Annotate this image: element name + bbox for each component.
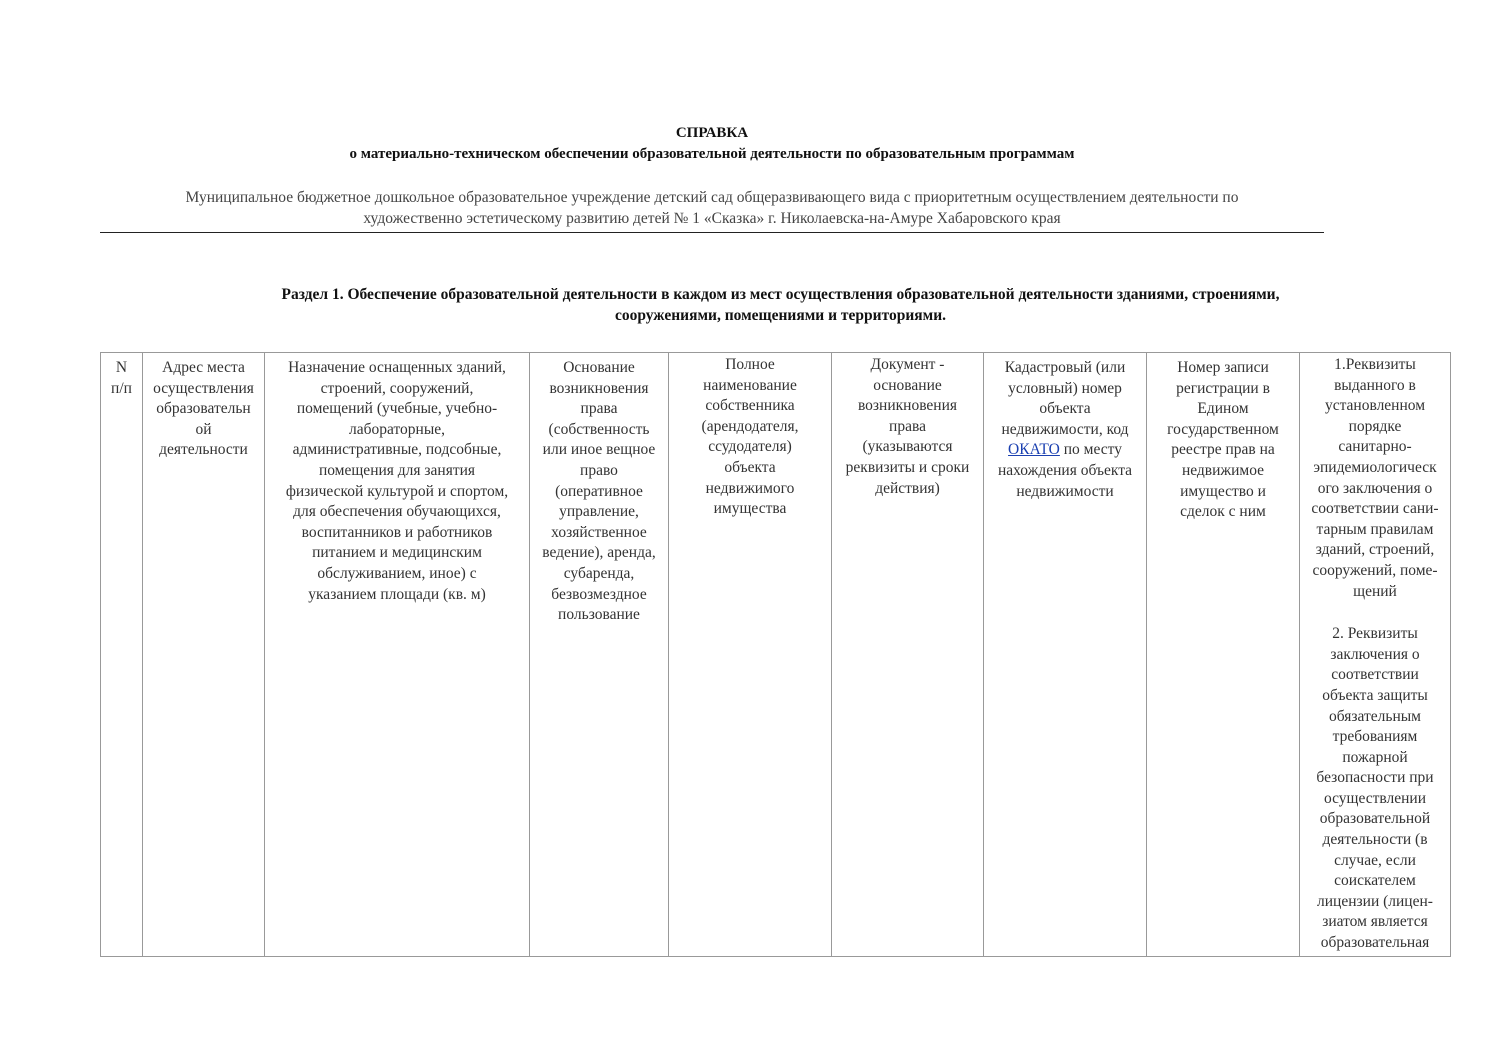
requisites-spacer [1302, 602, 1448, 624]
header-cell-address: Адрес места осуществления образовательн ой деятельности [143, 353, 265, 957]
cadastral-label-end: по месту нахождения объекта недвижимости [997, 441, 1133, 500]
document-subtitle: о материально-техническом обеспечении образовательной деятельности по образовательным программам [349, 146, 1075, 162]
header-cell-right-basis: Основание возникновения права (собственность или иное вещное право (оперативное управление, хозяйственное ведение), аренда, субаренда, безвозмездное пользование [530, 353, 669, 957]
organization-name [100, 187, 1324, 229]
header-cell-requisites [1300, 353, 1451, 957]
header-cell-cadastral [984, 353, 1147, 957]
document-title: СПРАВКА [675, 125, 749, 141]
property-table [100, 352, 1451, 957]
cadastral-label-start: Кадастровый (или условный) номер объекта недвижимости, код [1001, 359, 1129, 438]
header-cell-purpose: Назначение оснащенных зданий, строений, сооружений, помещений (учебные, учебно- лабораторные, административные, подсобные, помещения для занятия физической культурой и спортом, для обеспечения обучающихся, воспитанников и работников питанием и медицинским обслуживанием, иное) с указанием площади (кв. м) [265, 353, 530, 957]
organization-name-text: Муниципальное бюджетное дошкольное образовательное учреждение детский сад общеразвивающего вида с приоритетным осуществлением деятельности по художественно эстетическому развитию детей № 1 «Сказка» г. Николаевска-на-Амуре Хабаровского края [185, 189, 1239, 227]
section-heading-text: Раздел 1. Обеспечение образовательной деятельности в каждом из мест осуществления образовательной деятельности зданиями, строениями, сооружениями, помещениями и территориями. [281, 286, 1280, 324]
header-cell-document: Документ - основание возникновения права (указываются реквизиты и сроки действия) [832, 353, 984, 957]
section-heading [200, 284, 1361, 326]
requisites-part-2: 2. Реквизиты заключения о соответствии объекта защиты обязательным требованиям пожарной безопасности при осуществлении образовательной деятельности (в случае, если соискателем лицензии (лицен- зиатом является образовательная [1316, 625, 1434, 952]
header-cell-owner: Полное наименование собственника (арендодателя, ссудодателя) объекта недвижимого имущества [669, 353, 832, 957]
organization-underline [100, 232, 1324, 233]
document-title-block [100, 123, 1324, 165]
header-cell-num: N п/п [101, 353, 143, 957]
okato-link[interactable]: ОКАТО [1008, 441, 1060, 459]
header-cell-registry: Номер записи регистрации в Едином государственном реестре прав на недвижимое имущество и сделок с ним [1147, 353, 1300, 957]
requisites-part-1: 1.Реквизиты выданного в установленном порядке санитарно- эпидемиологическ ого заключения о соответствии сани- тарным правилам зданий, строений, сооружений, поме- щений [1311, 356, 1439, 600]
table-header-row [101, 353, 1451, 957]
